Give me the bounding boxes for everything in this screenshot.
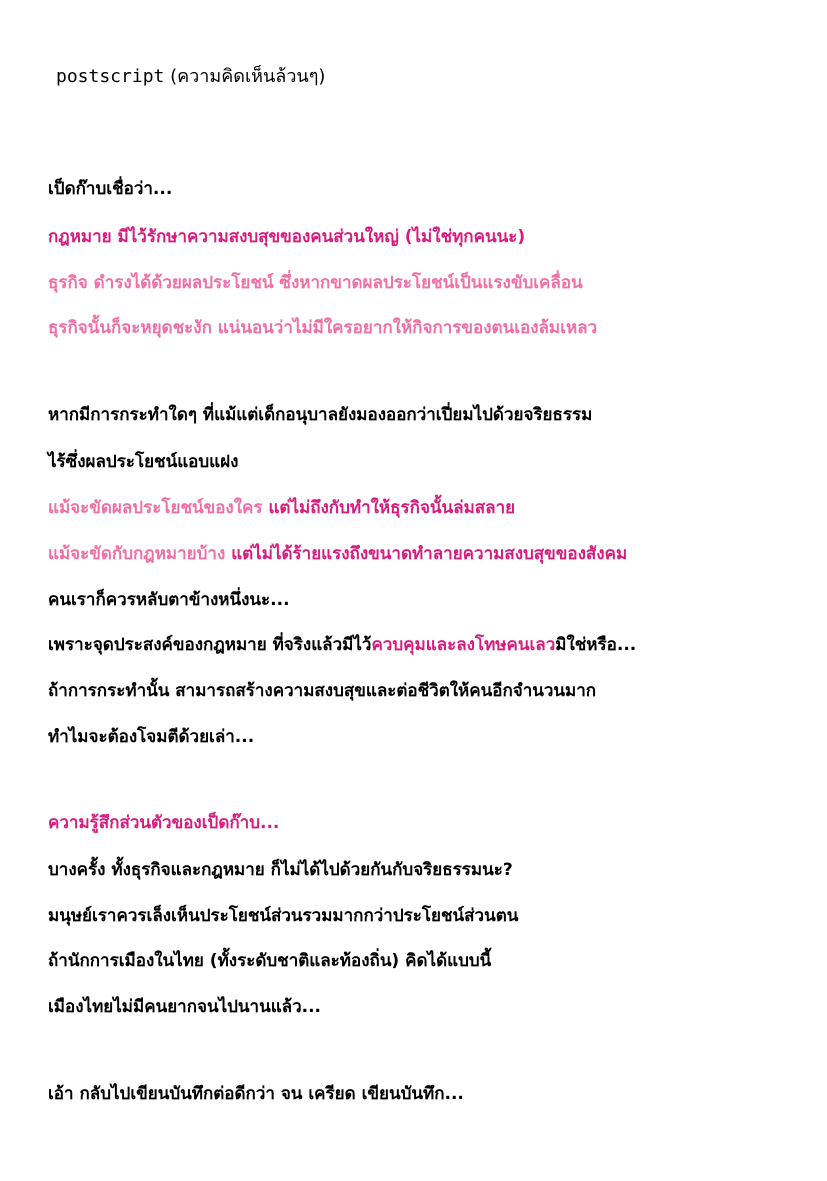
paragraph3-line1: บางครั้ง ทั้งธุรกิจและกฎหมาย ก็ไม่ได้ไปด้วยกันกับจริยธรรมนะ? — [48, 860, 513, 880]
line6-part-c: มิใช่หรือ... — [555, 635, 637, 655]
line3-part-b: แต่ไม่ถึงกับทำให้ธุรกิจนั้นล่มสลาย — [268, 498, 516, 518]
business-statement-line2: ธุรกิจนั้นก็จะหยุดชะงัก แน่นอนว่าไม่มีใครอยากให้กิจการของตนเองล้มเหลว — [48, 318, 598, 338]
line4-part-a: แม้จะขัดกับกฎหมายบ้าง — [48, 544, 232, 564]
paragraph2-line3 — [48, 493, 515, 523]
line6-part-b: ควบคุมและลงโทษคนเลว — [371, 635, 556, 655]
paragraph2-line5: คนเราก็ควรหลับตาข้างหนึ่งนะ... — [48, 590, 290, 610]
section3-heading: ความรู้สึกส่วนตัวของเป็ดก๊าบ... — [48, 813, 280, 833]
section1-heading: เป็ดก๊าบเชื่อว่า... — [48, 179, 173, 199]
paragraph3-line4: เมืองไทยไม่มีคนยากจนไปนานแล้ว... — [48, 997, 322, 1017]
page-title — [56, 62, 325, 92]
business-statement-line1: ธุรกิจ ดำรงได้ด้วยผลประโยชน์ ซึ่งหากขาดผลประโยชน์เป็นแรงขับเคลื่อน — [48, 273, 583, 293]
law-statement: กฎหมาย มีไว้รักษาความสงบสุขของคนส่วนใหญ่ (ไม่ใช่ทุกคนนะ) — [48, 227, 526, 247]
paragraph2-line2: ไร้ซึ่งผลประโยชน์แอบแฝง — [48, 452, 239, 472]
paragraph2-line4 — [48, 539, 627, 569]
line6-part-a: เพราะจุดประสงค์ของกฎหมาย ที่จริงแล้วมีไว้ — [48, 635, 372, 655]
line3-part-a: แม้จะขัดผลประโยชน์ของใคร — [48, 498, 269, 518]
paragraph3-line2: มนุษย์เราควรเล็งเห็นประโยชน์ส่วนรวมมากกว่าประโยชน์ส่วนตน — [48, 906, 519, 926]
closing-line: เอ้า กลับไปเขียนบันทึกต่อดีกว่า จน เครียด เขียนบันทึก... — [48, 1084, 464, 1104]
title-thai: (ความคิดเห็นล้วนๆ) — [164, 66, 326, 87]
line4-part-b: แต่ไม่ได้ร้ายแรงถึงขนาดทำลายความสงบสุขของสังคม — [231, 544, 628, 564]
paragraph3-line3: ถ้านักการเมืองในไทย (ทั้งระดับชาติและท้องถิ่น) คิดได้แบบนี้ — [48, 951, 492, 971]
title-latin: postscript — [56, 66, 165, 87]
paragraph2-line6 — [48, 630, 636, 660]
paragraph2-line7: ถ้าการกระทำนั้น สามารถสร้างความสงบสุขและต่อชีวิตให้คนอีกจำนวนมาก — [48, 681, 597, 701]
paragraph2-line1: หากมีการกระทำใดๆ ที่แม้แต่เด็กอนุบาลยังมองออกว่าเปี่ยมไปด้วยจริยธรรม — [48, 405, 593, 425]
paragraph2-line8: ทำไมจะต้องโจมตีด้วยเล่า... — [48, 727, 255, 747]
